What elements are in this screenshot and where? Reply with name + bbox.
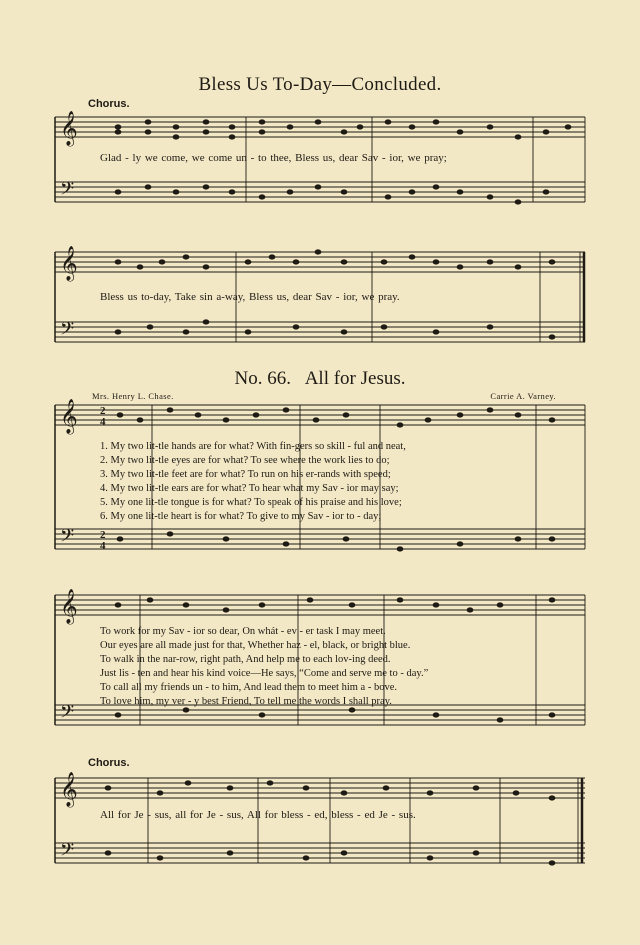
- author-credit: Mrs. Henry L. Chase.: [92, 391, 174, 401]
- verse-3-line-b: To walk in the nar-row, right path, And help me to each lov-ing deed.: [100, 654, 391, 665]
- verse-1-line-a: 1. My two lit-tle hands are for what? With fin-gers so skill - ful and neat,: [100, 441, 406, 452]
- treble-clef-icon: 𝄞: [60, 246, 78, 281]
- verse-2-line-a: 2. My two lit-tle eyes are for what? To see where the work lies to do;: [100, 455, 390, 466]
- treble-clef-icon: 𝄞: [60, 589, 78, 624]
- staff-system-5-treble: [55, 778, 585, 798]
- treble-clef-icon: 𝄞: [60, 399, 78, 434]
- verse-3-line-a: 3. My two lit-tle feet are for what? To run on his er-rands with speed;: [100, 469, 391, 480]
- treble-clef-icon: 𝄞: [60, 111, 78, 146]
- verse-6-line-a: 6. My one lit-tle heart is for what? To give to my Sav - ior to - day;: [100, 511, 382, 522]
- staff-system-2-bass: [55, 322, 585, 342]
- verse-2-line-b: Our eyes are all made just for that, Whether haz - el, black, or bright blue.: [100, 640, 411, 651]
- verse-4-line-b: Just lis - ten and hear his kind voice—He says, “Come and serve me to - day.”: [100, 668, 429, 679]
- treble-clef-icon: 𝄞: [60, 772, 78, 807]
- verse-5-line-b: To call all my friends un - to him, And lead them to meet him a - bove.: [100, 682, 397, 693]
- verse-1-line-b: To work for my Sav - ior so dear, On whát - ev - er task I may meet.: [100, 626, 386, 637]
- bass-clef-icon: 𝄢: [60, 526, 75, 551]
- verse-4-line-a: 4. My two lit-tle ears are for what? To hear what my Sav - ior may say;: [100, 483, 399, 494]
- svg-text:4: 4: [100, 540, 106, 552]
- hymn-number: No. 66.: [234, 368, 291, 389]
- verse-5-line-a: 5. My one lit-tle tongue is for what? To speak of his praise and his love;: [100, 497, 402, 508]
- upper-lyric-line-1: Glad - ly we come, we come un - to thee, Bless us, dear Sav - ior, we pray;: [100, 152, 447, 164]
- bass-clef-icon: 𝄢: [60, 840, 75, 865]
- svg-text:2: 2: [100, 405, 106, 417]
- staff-system-4-bass: [55, 705, 585, 725]
- hymn-66-chorus-lyric: All for Je - sus, all for Je - sus, All for bless - ed, bless - ed Je - sus.: [100, 809, 416, 821]
- verse-6-line-b: To love him, my ver - y best Friend, To tell me the words I shall pray.: [100, 696, 392, 707]
- hymn-66-heading: [0, 368, 640, 390]
- svg-text:2: 2: [100, 529, 106, 541]
- hymn-title: All for Jesus.: [304, 368, 406, 389]
- upper-chorus-label: Chorus.: [88, 98, 130, 110]
- staff-system-5-bass: [55, 843, 585, 863]
- staff-system-2-treble: [55, 252, 585, 272]
- staff-system-3-treble: [55, 405, 585, 425]
- upper-hymn-title: Bless Us To-Day—Concluded.: [198, 74, 442, 95]
- composer-credit: Carrie A. Varney.: [490, 391, 556, 401]
- bass-clef-icon: 𝄢: [60, 702, 75, 727]
- bass-clef-icon: 𝄢: [60, 179, 75, 204]
- upper-lyric-line-2: Bless us to-day, Take sin a-way, Bless us, dear Sav - ior, we pray.: [100, 291, 400, 303]
- bass-clef-icon: 𝄢: [60, 319, 75, 344]
- hymn-66-chorus-label: Chorus.: [88, 757, 130, 769]
- staff-system-3-bass: [55, 529, 585, 549]
- staff-system-4-treble: [55, 595, 585, 615]
- svg-text:4: 4: [100, 416, 106, 428]
